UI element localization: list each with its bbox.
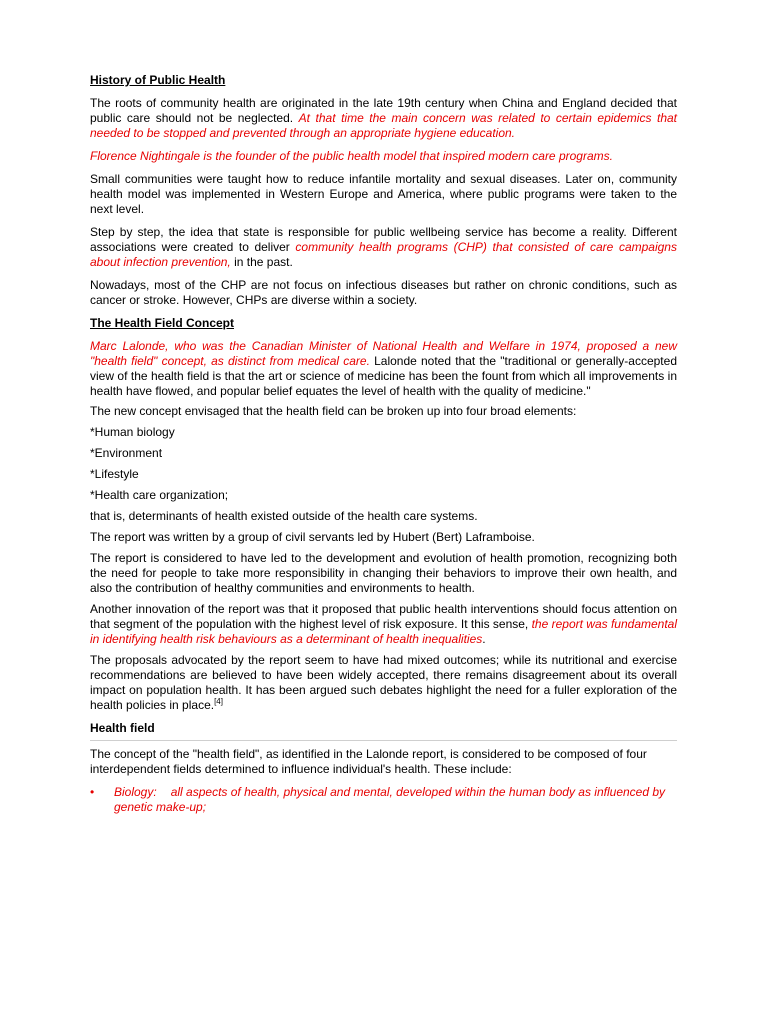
paragraph-text: in the past. bbox=[230, 255, 293, 269]
bullet-icon: • bbox=[90, 785, 95, 799]
document-body bbox=[90, 73, 677, 815]
citation-link[interactable]: [4] bbox=[214, 697, 223, 706]
list-item-label: Biology: bbox=[114, 785, 157, 799]
paragraph: The concept of the "health field", as identified in the Lalonde report, is considered to be composed of four interdependent fields determined to influence individual's health. These include: bbox=[90, 747, 647, 776]
paragraph-text: . bbox=[482, 632, 486, 646]
paragraph: Nowadays, most of the CHP are not focus on infectious diseases but rather on chronic conditions, such as cancer or stroke. However, CHPs are diverse within a society. bbox=[90, 278, 677, 307]
paragraph bbox=[90, 653, 677, 713]
paragraph-text: Step by step, the idea that state is responsible for public wellbeing service has become a reality. Different associations were created to deliver bbox=[90, 225, 677, 254]
list-item-text: all aspects of health, physical and mental, developed within the human body as influenced by genetic make-up; bbox=[114, 785, 666, 814]
paragraph-text: The roots of community health are originated in the late 19th century when China and England decided that public care should not be neglected. bbox=[90, 96, 677, 125]
highlighted-text: At that time the main concern was related to certain epidemics that needed to be stopped and prevented through an appropriate hygiene education. bbox=[90, 111, 677, 140]
section-heading-health-field: Health field bbox=[90, 721, 677, 741]
paragraph: that is, determinants of health existed outside of the health care systems. bbox=[90, 509, 478, 523]
section-heading-health-field-concept: The Health Field Concept bbox=[90, 316, 235, 330]
paragraph bbox=[90, 339, 677, 399]
highlighted-text: the report was fundamental in identifying health risk behaviours as a determinant of health inequalities bbox=[90, 617, 678, 646]
paragraph: The report was written by a group of civil servants led by Hubert (Bert) Laframboise. bbox=[90, 530, 535, 544]
list-item bbox=[90, 785, 677, 815]
paragraph: Small communities were taught how to reduce infantile mortality and sexual diseases. Later on, community health model was implemented in Western Europe and America, where public programs were taken to the next level. bbox=[90, 172, 677, 216]
paragraph bbox=[90, 96, 677, 141]
paragraph-text: Another innovation of the report was that it proposed that public health interventions should focus attention on that segment of the population with the highest level of risk exposure. It this sense, bbox=[90, 602, 677, 631]
paragraph-text: The proposals advocated by the report seem to have had mixed outcomes; while its nutritional and exercise recommendations are believed to have been widely accepted, there remains disagreement about its overall impact on population health. It has been argued such debates highlight the need for a fuller exploration of the health policies in place. bbox=[90, 653, 677, 712]
element-item: *Health care organization; bbox=[90, 488, 229, 502]
paragraph bbox=[90, 602, 677, 647]
highlighted-text: Marc Lalonde, who was the Canadian Minister of National Health and Welfare in 1974, proposed a new "health field" concept, as distinct from medical care. bbox=[90, 339, 677, 368]
paragraph bbox=[90, 225, 677, 270]
highlighted-text: community health programs (CHP) that consisted of care campaigns about infection prevention, bbox=[90, 240, 677, 269]
element-item: *Human biology bbox=[90, 425, 175, 439]
element-item: *Environment bbox=[90, 446, 163, 460]
highlighted-paragraph: Florence Nightingale is the founder of the public health model that inspired modern care programs. bbox=[90, 149, 613, 163]
paragraph: The new concept envisaged that the health field can be broken up into four broad elements: bbox=[90, 404, 577, 418]
determinants-list bbox=[90, 785, 677, 815]
paragraph: The report is considered to have led to the development and evolution of health promotion, recognizing both the need for people to take more responsibility in changing their behaviors to improve their own health, and also the contribution of healthy communities and environments to health. bbox=[90, 551, 677, 595]
element-item: *Lifestyle bbox=[90, 467, 139, 481]
paragraph-text: Lalonde noted that the "traditional or generally-accepted view of the health field is that the art or science of medicine has been the fount from which all improvements in health have flowed, and popular belief equates the level of health with the quality of medicine." bbox=[90, 354, 677, 398]
section-heading-history: History of Public Health bbox=[90, 73, 226, 87]
